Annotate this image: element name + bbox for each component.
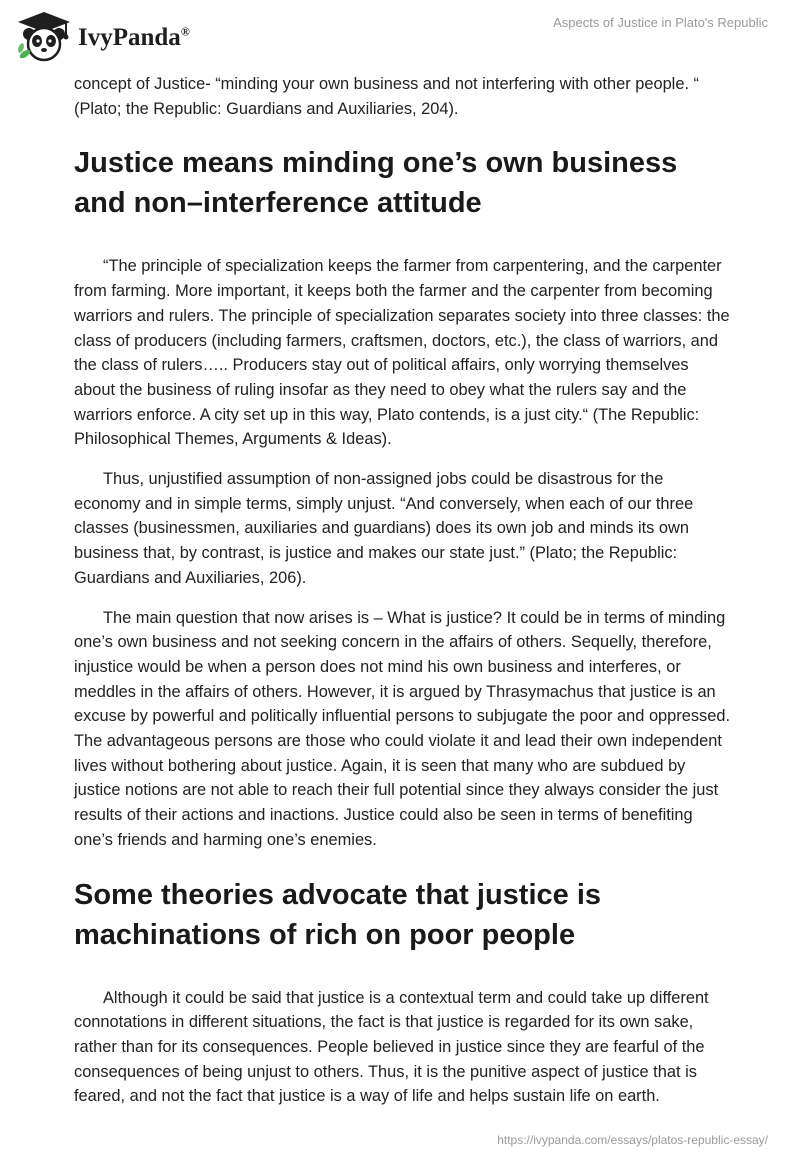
paragraph-unjust-jobs: Thus, unjustified assumption of non-assigned jobs could be disastrous for the economy and in simple terms, simply unjust. “And conversely, when each of our three classes (businessmen, auxiliaries and guardians) does its own job and minds its own business that, by contrast, is justice and makes our state just.” (Plato; the Republic: Guardians and Auxiliaries, 206). xyxy=(74,470,694,587)
paragraph-quote-specialization: “The principle of specialization keeps the farmer from carpentering, and the carpenter from farming. More important, it keeps both the farmer and the carpenter from becoming warriors and rulers. The principle of specialization separates society into three classes: the class of producers (including farmers, craftsmen, doctors, etc.), the class of warriors, and the class of rulers….. Producers stay out of political affairs, only worrying themselves about the business of ruling insofar as they need to obey what the rulers say and the warriors enforce. A city set up in this way, Plato contends, is a just city.“ (The Republic: Philosophical Themes, Arguments & Ideas). xyxy=(74,257,730,449)
ivypanda-logo[interactable] xyxy=(14,10,190,62)
panda-graduate-icon xyxy=(14,10,74,62)
registered-mark: ® xyxy=(180,24,190,39)
section-heading-1: Justice means minding one’s own business and non–interference attitude xyxy=(74,147,678,220)
page-header xyxy=(0,0,800,70)
logo-wordmark: IvyPanda® xyxy=(78,24,190,51)
paragraph-what-is-justice: The main question that now arises is – What is justice? It could be in terms of minding one’s own business and not seeking concern in the affairs of others. Sequelly, therefore, injustice would be when a person does not mind his own business and interferes, or meddles in the affairs of others. However, it is argued by Thrasymachus that justice is an excuse by powerful and politically influential persons to subjugate the poor and oppressed. The advantageous persons are those who could violate it and lead their own independent lives without bothering about justice. Again, it is seen that many who are subdued by justice notions are not able to reach their full potential since they always consider the just results of their actions and inactions. Justice could also be seen in terms of benefiting one’s friends and harming one’s enemies. xyxy=(74,608,731,849)
section-heading-2: Some theories advocate that justice is machinations of rich on poor people xyxy=(74,878,602,951)
document-title: Aspects of Justice in Plato's Republic xyxy=(553,15,768,30)
paragraph-intro: concept of Justice- “minding your own business and not interfering with other people. “ (Plato; the Republic: Guardians and Auxiliaries, 204). xyxy=(74,75,700,118)
source-url[interactable]: https://ivypanda.com/essays/platos-republic-essay/ xyxy=(497,1133,768,1147)
essay-body xyxy=(74,72,734,1124)
paragraph-contextual-term: Although it could be said that justice is a contextual term and could take up different connotations in different situations, the fact is that justice is regarded for its own sake, rather than for its consequences. People believed in justice since they are fearful of the consequences of being unjust to others. Thus, it is the punitive aspect of justice that is feared, and not the fact that justice is a way of life and helps sustain life on earth. xyxy=(74,988,709,1106)
